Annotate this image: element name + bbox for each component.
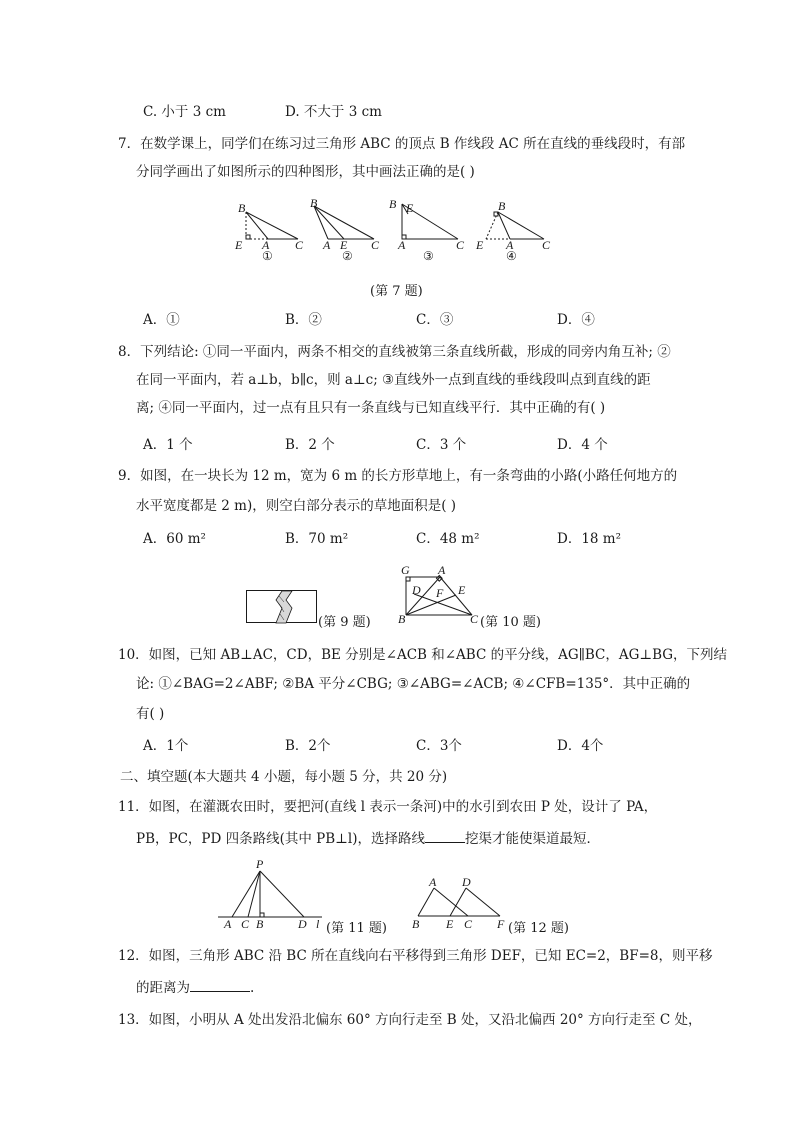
- q9-figure: [246, 590, 318, 624]
- q9-figure-caption: (第 9 题): [318, 615, 371, 630]
- q12-stem-line2: [136, 977, 254, 998]
- q7-f1-A: A: [262, 238, 270, 252]
- q6-option-d: D. 不大于 3 cm: [285, 104, 382, 120]
- q8-stem-line3: 离; ④同一平面内，过一点有且只有一条直线与已知直线平行．其中正确的有( ): [136, 400, 606, 416]
- q11-stem-line2: [136, 828, 600, 849]
- q11-stem-line2-a: PB，PC，PD 四条路线(其中 PB⊥l)，选择路线: [136, 831, 425, 847]
- q7-f4-C: C: [542, 238, 551, 252]
- q7-stem-line2: 分同学画出了如图所示的四种图形，其中画法正确的是( ): [136, 164, 475, 180]
- q9-option-d: D．18 m²: [557, 531, 622, 547]
- q10-label-F: F: [436, 586, 444, 600]
- q11-label-l: l: [316, 917, 320, 931]
- q10-label-D: D: [412, 583, 421, 597]
- q7-option-b: B．②: [285, 312, 322, 328]
- q7-f3-B: B: [389, 197, 397, 211]
- q7-option-c: C．③: [416, 312, 454, 328]
- q7-f1-B: B: [238, 201, 246, 215]
- q7-option-a: A．①: [143, 312, 180, 328]
- q7-stem-line1: 7．在数学课上，同学们在练习过三角形 ABC 的顶点 B 作线段 AC 所在直线的垂线段时，有部: [118, 136, 686, 152]
- q10-label-B: B: [398, 612, 406, 626]
- q8-option-a: A．1 个: [143, 437, 193, 453]
- q9-option-b: B．70 m²: [285, 531, 349, 547]
- q7-f1-num: ①: [262, 249, 273, 263]
- q9-option-a: A．60 m²: [143, 531, 206, 547]
- q7-f3-num: ③: [423, 249, 434, 263]
- q11-label-D: D: [298, 917, 307, 931]
- q11-label-A: A: [224, 917, 232, 931]
- q11-label-P: P: [256, 857, 264, 871]
- q10-figure: [398, 563, 488, 626]
- q11-label-C: C: [241, 917, 250, 931]
- q10-figure-caption: (第 10 题): [480, 615, 541, 630]
- q7-fig2: [314, 206, 374, 239]
- q9-stem-line2: 水平宽度都是 2 m)，则空白部分表示的草地面积是( ): [136, 498, 457, 514]
- q7-f2-E: E: [340, 238, 348, 252]
- q12-label-B: B: [412, 917, 420, 931]
- q12-stem-line2-end: .: [250, 980, 255, 996]
- q10-label-E: E: [458, 583, 466, 597]
- q12-stem-line1: 12．如图，三角形 ABC 沿 BC 所在直线向右平移得到三角形 DEF，已知 EC=2，BF=8，则平移: [118, 948, 713, 964]
- q6-option-c: C. 小于 3 cm: [143, 104, 226, 120]
- q7-f2-C: C: [371, 238, 380, 252]
- q10-option-c: C．3个: [416, 738, 462, 754]
- q10-stem-line3: 有( ): [136, 706, 165, 722]
- q8-option-b: B．2 个: [285, 437, 335, 453]
- q10-stem-line2: 论: ①∠BAG=2∠ABF; ②BA 平分∠CBG; ③∠ABG=∠ACB; ④∠CFB=135°．其中正确的: [136, 676, 691, 692]
- q10-label-C: C: [470, 612, 479, 626]
- q12-label-E: E: [446, 917, 454, 931]
- q12-answer-blank[interactable]: [190, 977, 250, 992]
- q12-figure: [410, 875, 510, 931]
- section-2-header: 二、填空题(本大题共 4 小题，每小题 5 分，共 20 分): [120, 769, 448, 785]
- q7-f3-A: A: [398, 238, 406, 252]
- q9-stem-line1: 9．如图，在一块长为 12 m，宽为 6 m 的长方形草地上，有一条弯曲的小路(小路任何地方的: [118, 468, 678, 484]
- q7-f1-E: E: [235, 238, 243, 252]
- q8-option-d: D．4 个: [557, 437, 608, 453]
- q7-f2-B: B: [310, 196, 318, 210]
- q8-stem-line1: 8．下列结论: ①同一平面内，两条不相交的直线被第三条直线所截，形成的同旁内角互补; ②: [118, 344, 671, 360]
- q7-option-d: D．④: [557, 312, 595, 328]
- q7-f2-num: ②: [342, 249, 353, 263]
- q7-fig4: [486, 212, 544, 239]
- q12-stem-line2-text: 的距离为: [136, 980, 190, 996]
- q7-f4-A: A: [506, 238, 514, 252]
- q10-stem-line1: 10．如图，已知 AB⊥AC，CD，BE 分别是∠ACB 和∠ABC 的平分线，AG∥BC，AG⊥BG，下列结: [118, 647, 728, 663]
- q12-label-D: D: [462, 875, 471, 889]
- q7-f4-B: B: [498, 199, 506, 213]
- q13-stem-line1: 13．如图，小明从 A 处出发沿北偏东 60° 方向行走至 B 处，又沿北偏西 20° 方向行走至 C 处，: [118, 1012, 702, 1028]
- q7-f3-C: C: [456, 238, 465, 252]
- q11-stem-line1: 11．如图，在灌溉农田时，要把河(直线 l 表示一条河)中的水引到农田 P 处，设计了 PA，: [118, 799, 658, 815]
- q12-label-C: C: [464, 917, 473, 931]
- q7-figure: [228, 198, 568, 268]
- q10-option-d: D．4个: [557, 738, 604, 754]
- q7-f2-A: A: [323, 238, 331, 252]
- q12-figure-caption: (第 12 题): [508, 921, 569, 936]
- q11-label-B: B: [256, 917, 264, 931]
- q7-f4-E: E: [476, 238, 484, 252]
- q7-f1-C: C: [295, 238, 304, 252]
- q7-f4-num: ④: [506, 249, 517, 263]
- q11-figure: [218, 857, 328, 931]
- q7-f3-E: E: [406, 201, 414, 215]
- q10-label-A: A: [438, 563, 446, 577]
- q10-option-a: A．1个: [143, 738, 189, 754]
- q12-label-A: A: [429, 875, 437, 889]
- q12-label-F: F: [497, 917, 505, 931]
- q11-stem-line2-b: 挖渠才能使渠道最短．: [464, 831, 600, 847]
- q11-answer-blank[interactable]: [425, 828, 465, 843]
- q9-option-c: C．48 m²: [416, 531, 480, 547]
- q10-option-b: B．2个: [285, 738, 331, 754]
- q11-figure-caption: (第 11 题): [326, 921, 387, 936]
- q7-figure-caption: (第 7 题): [370, 284, 423, 299]
- q8-stem-line2: 在同一平面内，若 a⊥b，b∥c，则 a⊥c; ③直线外一点到直线的垂线段叫点到直线的距: [136, 372, 651, 388]
- q10-label-G: G: [401, 563, 410, 577]
- q7-fig1: [246, 212, 298, 239]
- q8-option-c: C．3 个: [416, 437, 467, 453]
